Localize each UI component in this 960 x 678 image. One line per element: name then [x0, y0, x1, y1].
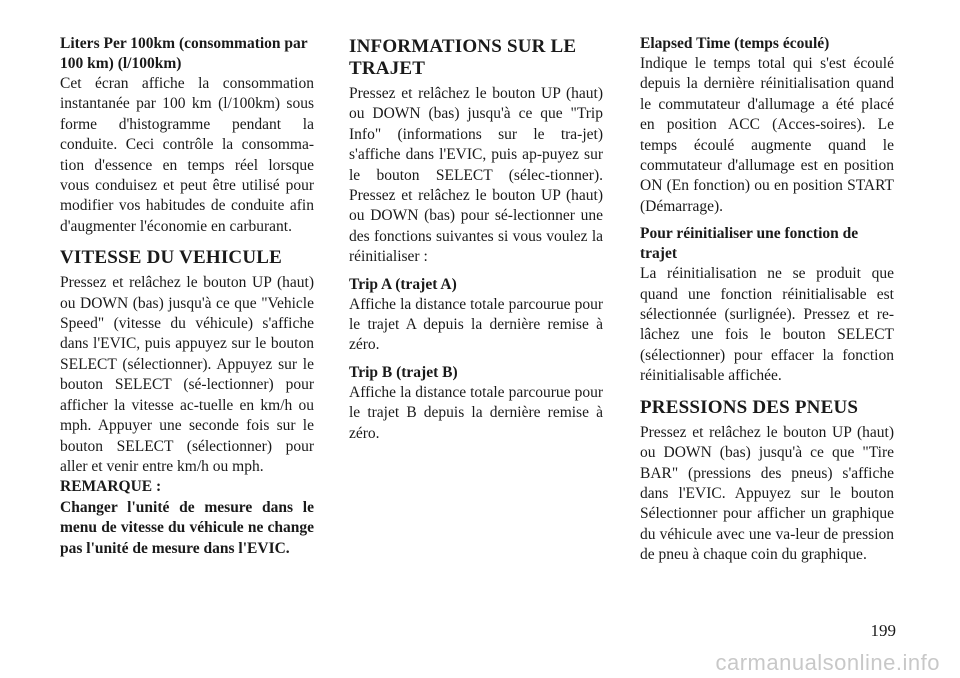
trip-a-text: Affiche la distance totale parcourue pour le trajet A depuis la dernière remise à zéro. — [349, 295, 603, 354]
column-left — [60, 34, 314, 559]
tire-pressure-text: Pressez et relâchez le bouton UP (haut) ou DOWN (bas) jusqu'à ce que "Tire BAR" (pressions des pneus) s'affiche dans l'EVIC. Appuyez sur le bouton Sélectionner pour afficher un graphique du véhicule avec une va-leur de pression de pneu à chaque coin du graphique. — [640, 423, 894, 564]
vehicle-speed-text: Pressez et relâchez le bouton UP (haut) ou DOWN (bas) jusqu'à ce que "Vehicle Speed" (vitesse du véhicule) s'affiche dans l'EVIC, puis appuyez sur le bouton SELECT (sélectionner). Appuyez sur le bouton SELECT (sé-lectionner) pour afficher la vitesse ac-tuelle en km/h ou mph. Appuyer une seconde fois sur le bouton SELECT (sélectionner) pour aller et venir entre km/h ou mph. — [60, 274, 314, 475]
page-number: 199 — [870, 621, 896, 640]
trip-info-text: Pressez et relâchez le bouton UP (haut) ou DOWN (bas) jusqu'à ce que "Trip Info" (informations sur le tra-jet) s'affiche dans l'EVIC, puis ap-puyez sur le bouton SELECT (sélec-tionner). Pressez et relâchez le bouton UP (haut) ou DOWN (bas) pour sé-lectionner une des fonctions suivantes si vous voulez la réinitialiser : — [349, 85, 603, 266]
trip-a-heading: Trip A (trajet A) — [349, 275, 457, 293]
note-text: Changer l'unité de mesure dans le menu de vitesse du véhicule ne change pas l'unité de mesure dans l'EVIC. — [60, 498, 314, 557]
watermark: carmanualsonline.info — [715, 650, 940, 675]
vehicle-speed-heading: VITESSE DU VEHICULE — [60, 247, 283, 269]
note-label: REMARQUE : — [60, 478, 162, 496]
liters-text: Cet écran affiche la consommation instantanée par 100 km (l/100km) sous forme d'histogramme pendant la conduite. Ceci contrôle la consomma-tion d'essence en temps réel lorsque vous conduisez et peut être utilisé pour modifier vos habitudes de conduite afin d'augmenter l'économie en carburant. — [60, 75, 314, 235]
trip-b-heading: Trip B (trajet B) — [349, 363, 458, 381]
reset-trip-text: La réinitialisation ne se produit que quand une fonction réinitialisable est sélectionnée (surlignée). Pressez et re-lâchez une fois le bouton SELECT (sélectionner) pour effacer la fonction réinitialisable affichée. — [640, 265, 894, 385]
trip-info-heading: INFORMATIONS SUR LE TRAJET — [349, 36, 577, 79]
liters-heading: Liters Per 100km (consommation par 100 km) (l/100km) — [60, 35, 308, 72]
elapsed-time-text: Indique le temps total qui s'est écoulé depuis la dernière réinitialisation quand le commutateur d'allumage a été placé en position ACC (Acces-soires). Le temps écoulé augmente quand le commutateur d'allumage est en position ON (En fonction) ou en position START (Démarrage). — [640, 55, 894, 215]
column-right — [640, 34, 894, 566]
trip-b-text: Affiche la distance totale parcourue pour le trajet B depuis la dernière remise à zéro. — [349, 383, 603, 442]
reset-trip-heading: Pour réinitialiser une fonction de trajet — [640, 225, 859, 263]
tire-pressure-heading: PRESSIONS DES PNEUS — [640, 396, 859, 418]
elapsed-time-heading: Elapsed Time (temps écoulé) — [640, 35, 830, 52]
column-middle — [349, 34, 603, 444]
